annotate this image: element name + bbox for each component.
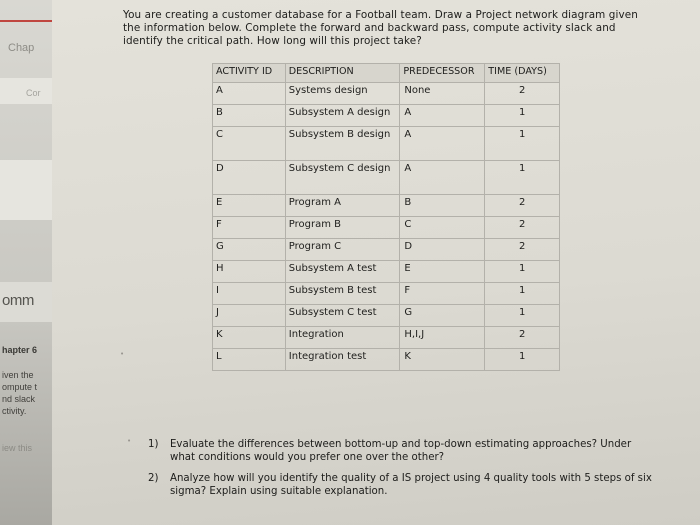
- table-row: [213, 239, 560, 261]
- cell-time: 1: [485, 105, 560, 127]
- cell-predecessor: C: [400, 217, 485, 239]
- paper-sheet: [52, 0, 700, 525]
- cell-time: 1: [485, 261, 560, 283]
- cell-predecessor: D: [400, 239, 485, 261]
- table-header-row: [213, 64, 560, 83]
- screen-label-chapter: hapter 6: [2, 345, 38, 355]
- cell-id: I: [213, 283, 286, 305]
- cell-id: D: [213, 161, 286, 195]
- screen-label-comm: omm: [2, 292, 34, 309]
- screen-red-line: [0, 20, 52, 22]
- cell-time: 2: [485, 83, 560, 105]
- stray-mark: •: [127, 437, 132, 445]
- task-text: Analyze how will you identify the quality of a IS project using 4 quality tools with 5 steps of six sigma? Explain using suitable explanation.: [170, 473, 652, 497]
- task-number: 2): [148, 473, 159, 484]
- stray-mark: •: [120, 350, 125, 358]
- cell-description: Integration test: [285, 349, 400, 371]
- table-row: [213, 327, 560, 349]
- cell-predecessor: H,I,J: [400, 327, 485, 349]
- cell-description: Systems design: [285, 83, 400, 105]
- cell-id: H: [213, 261, 286, 283]
- cell-time: 1: [485, 283, 560, 305]
- cell-predecessor: B: [400, 195, 485, 217]
- task-text: Evaluate the differences between bottom-up and top-down estimating approaches? Under what conditions would you prefer one over the other?: [170, 439, 632, 463]
- screen-label-activity: ctivity.: [2, 406, 27, 416]
- cell-time: 1: [485, 127, 560, 161]
- cell-description: Subsystem A design: [285, 105, 400, 127]
- cell-predecessor: K: [400, 349, 485, 371]
- task-item: [148, 472, 658, 498]
- screen-label-view: iew this: [2, 443, 33, 453]
- table-row: [213, 349, 560, 371]
- cell-id: F: [213, 217, 286, 239]
- table-row: [213, 261, 560, 283]
- cell-description: Subsystem B design: [285, 127, 400, 161]
- cell-time: 2: [485, 239, 560, 261]
- table-row: [213, 105, 560, 127]
- cell-id: C: [213, 127, 286, 161]
- cell-description: Subsystem B test: [285, 283, 400, 305]
- cell-description: Program A: [285, 195, 400, 217]
- header-description: DESCRIPTION: [285, 64, 400, 83]
- header-predecessor: PREDECESSOR: [400, 64, 485, 83]
- table-row: [213, 283, 560, 305]
- cell-time: 2: [485, 327, 560, 349]
- task-list: [148, 438, 658, 506]
- cell-id: K: [213, 327, 286, 349]
- cell-id: L: [213, 349, 286, 371]
- cell-predecessor: E: [400, 261, 485, 283]
- screen-stripe: [0, 160, 52, 220]
- task-number: 1): [148, 439, 159, 450]
- cell-description: Integration: [285, 327, 400, 349]
- cell-predecessor: A: [400, 127, 485, 161]
- task-item: [148, 438, 658, 464]
- table-row: [213, 217, 560, 239]
- cell-predecessor: A: [400, 105, 485, 127]
- cell-predecessor: None: [400, 83, 485, 105]
- screen-label-slack: nd slack: [2, 394, 36, 404]
- screen-label-chap: Chap: [8, 42, 35, 54]
- cell-time: 2: [485, 195, 560, 217]
- cell-predecessor: A: [400, 161, 485, 195]
- cell-description: Subsystem A test: [285, 261, 400, 283]
- cell-time: 1: [485, 349, 560, 371]
- table-row: [213, 83, 560, 105]
- cell-id: A: [213, 83, 286, 105]
- screen-label-compute: ompute t: [2, 382, 38, 392]
- table-row: [213, 195, 560, 217]
- cell-description: Program B: [285, 217, 400, 239]
- screen-label-given: iven the: [2, 370, 34, 380]
- question-text: You are creating a customer database for a Football team. Draw a Project network diagram given the information below. Complete the forward and backward pass, compute activity slack and identify the critical path. How long will this project take?: [123, 9, 638, 47]
- table-row: [213, 127, 560, 161]
- activity-table: [212, 63, 560, 371]
- cell-description: Subsystem C design: [285, 161, 400, 195]
- cell-predecessor: G: [400, 305, 485, 327]
- cell-id: G: [213, 239, 286, 261]
- header-time: TIME (DAYS): [485, 64, 560, 83]
- cell-id: J: [213, 305, 286, 327]
- background-screen: [0, 0, 52, 525]
- header-activity-id: ACTIVITY ID: [213, 64, 286, 83]
- table-row: [213, 305, 560, 327]
- cell-id: E: [213, 195, 286, 217]
- cell-description: Program C: [285, 239, 400, 261]
- cell-time: 2: [485, 217, 560, 239]
- cell-predecessor: F: [400, 283, 485, 305]
- cell-description: Subsystem C test: [285, 305, 400, 327]
- cell-id: B: [213, 105, 286, 127]
- screen-label-cor: Cor: [26, 88, 41, 98]
- cell-time: 1: [485, 161, 560, 195]
- table-row: [213, 161, 560, 195]
- cell-time: 1: [485, 305, 560, 327]
